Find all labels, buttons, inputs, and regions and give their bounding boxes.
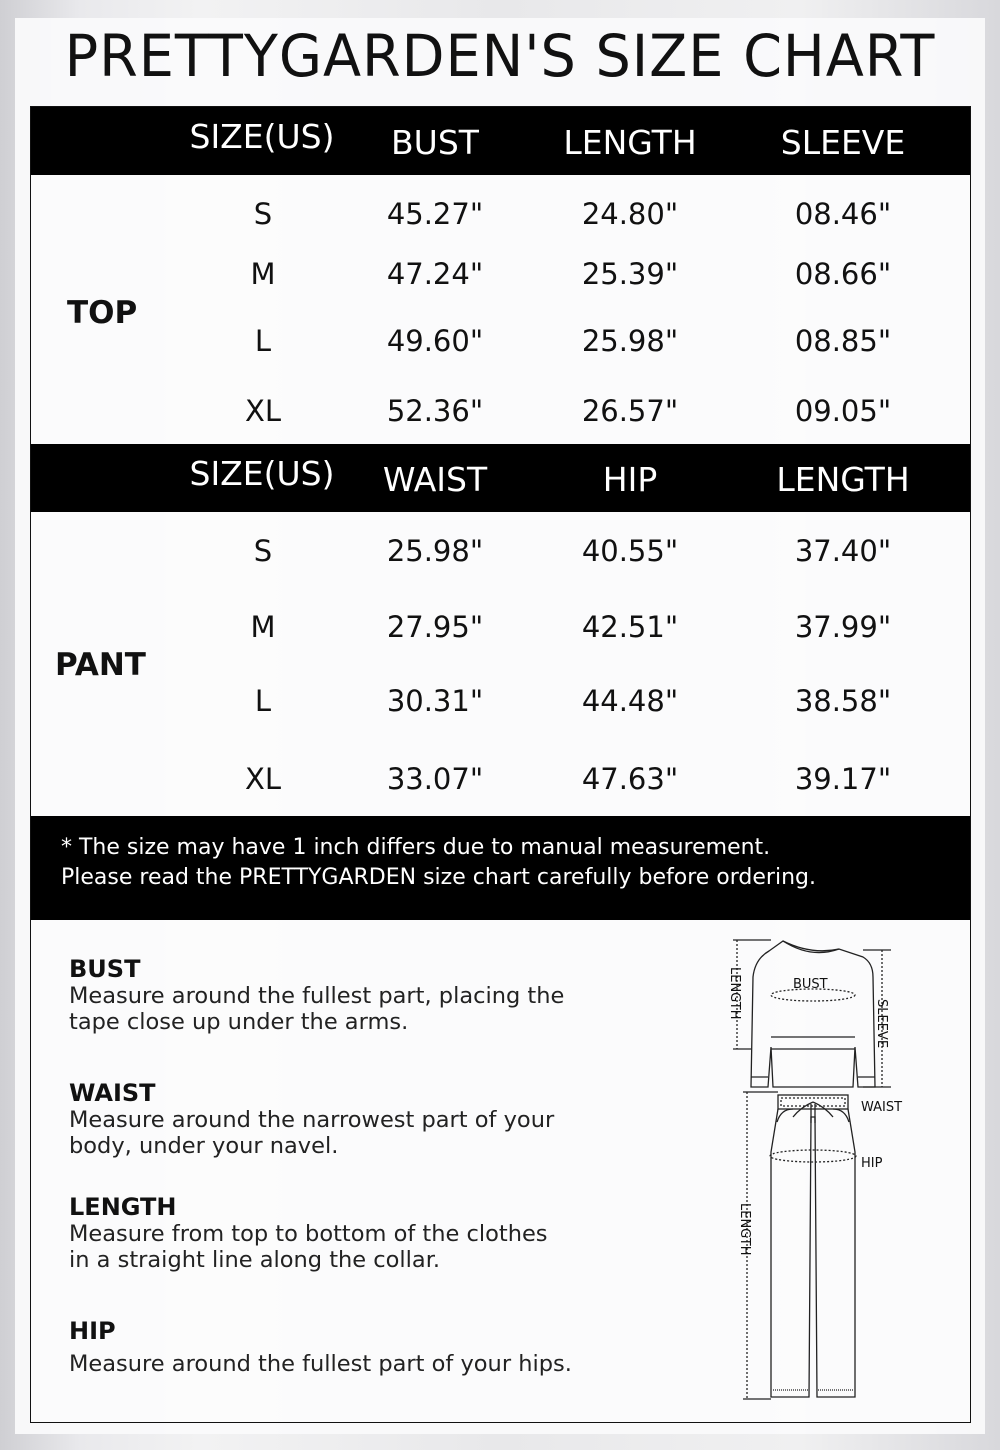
garment-measurement-diagram (713, 937, 913, 1412)
guide-desc: Measure around the fullest part, placing the (69, 983, 565, 1009)
cell-size: M (250, 257, 276, 291)
cell-size: XL (244, 394, 282, 428)
cell-size: S (253, 534, 273, 568)
pant-table-header (31, 444, 970, 512)
cell-waist: 30.31" (386, 684, 484, 718)
cell-size: L (254, 324, 272, 358)
guide-desc: tape close up under the arms. (69, 1009, 409, 1035)
diagram-label-bust: BUST (793, 977, 828, 992)
header-size: SIZE(US) (189, 117, 335, 156)
cell-hip: 44.48" (581, 684, 679, 718)
guide-desc: Measure around the narrowest part of your (69, 1107, 555, 1133)
cell-length: 37.40" (794, 534, 892, 568)
guide-term: LENGTH (69, 1193, 177, 1221)
diagram-label-top-length: LENGTH (727, 967, 742, 1020)
cell-waist: 25.98" (386, 534, 484, 568)
cell-hip: 42.51" (581, 610, 679, 644)
guide-desc: Measure from top to bottom of the clothes (69, 1221, 548, 1247)
cell-size: M (250, 610, 276, 644)
size-chart-frame (30, 106, 971, 1423)
note-line-2: Please read the PRETTYGARDEN size chart carefully before ordering. (61, 865, 816, 890)
header-sleeve: SLEEVE (780, 123, 906, 162)
header-hip: HIP (602, 460, 658, 499)
guide-item-waist (69, 1079, 689, 1159)
measurement-note (31, 816, 970, 920)
cell-waist: 33.07" (386, 762, 484, 796)
cell-sleeve: 08.85" (794, 324, 892, 358)
cell-bust: 52.36" (386, 394, 484, 428)
cell-bust: 49.60" (386, 324, 484, 358)
guide-item-hip (69, 1317, 689, 1377)
guide-desc: Measure around the fullest part of your hips. (69, 1351, 572, 1377)
cell-hip: 40.55" (581, 534, 679, 568)
note-line-1: * The size may have 1 inch differs due to manual measurement. (61, 835, 771, 860)
cell-sleeve: 08.66" (794, 257, 892, 291)
cell-hip: 47.63" (581, 762, 679, 796)
guide-item-bust (69, 955, 689, 1035)
cell-length: 38.58" (794, 684, 892, 718)
sweatshirt-outline-icon (751, 941, 875, 1087)
cell-length: 24.80" (581, 197, 679, 231)
diagram-label-pant-length: LENGTH (737, 1203, 752, 1256)
cell-waist: 27.95" (386, 610, 484, 644)
cell-size: L (254, 684, 272, 718)
header-length: LENGTH (776, 460, 910, 499)
top-table-header (31, 107, 970, 175)
diagram-label-waist: WAIST (861, 1100, 903, 1115)
diagram-label-sleeve: SLEEVE (874, 999, 889, 1049)
section-label-pant: PANT (55, 647, 146, 683)
cell-sleeve: 09.05" (794, 394, 892, 428)
cell-bust: 45.27" (386, 197, 484, 231)
header-waist: WAIST (382, 460, 488, 499)
guide-item-length (69, 1193, 689, 1273)
diagram-label-hip: HIP (861, 1156, 883, 1171)
guide-term: HIP (69, 1317, 116, 1345)
guide-term: WAIST (69, 1079, 156, 1107)
guide-desc: body, under your navel. (69, 1133, 339, 1159)
cell-length: 37.99" (794, 610, 892, 644)
page-title: PRETTYGARDEN'S SIZE CHART (64, 22, 936, 90)
cell-size: S (253, 197, 273, 231)
header-size: SIZE(US) (189, 454, 335, 493)
header-length: LENGTH (563, 123, 697, 162)
header-bust: BUST (391, 123, 479, 162)
section-label-top: TOP (67, 295, 138, 331)
cell-length: 26.57" (581, 394, 679, 428)
cell-length: 39.17" (794, 762, 892, 796)
cell-size: XL (244, 762, 282, 796)
cell-length: 25.98" (581, 324, 679, 358)
cell-length: 25.39" (581, 257, 679, 291)
cell-sleeve: 08.46" (794, 197, 892, 231)
guide-term: BUST (69, 955, 141, 983)
cell-bust: 47.24" (386, 257, 484, 291)
guide-desc: in a straight line along the collar. (69, 1247, 441, 1273)
